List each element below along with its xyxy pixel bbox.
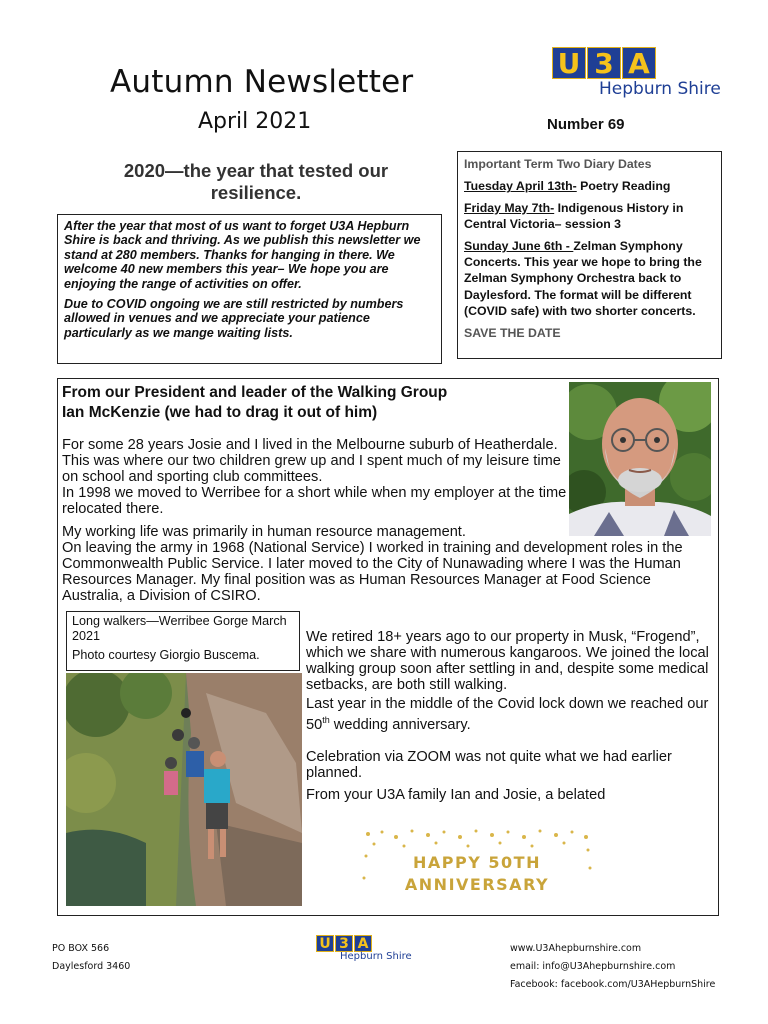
logo-subtitle: Hepburn Shire (340, 951, 412, 962)
footer-address-line-2: Daylesford 3460 (52, 961, 131, 972)
article-paragraph: In 1998 we moved to Werribee for a short while when my employer at the time relocated there. (62, 485, 567, 517)
intro-box (57, 214, 442, 364)
headline: 2020—the year that tested our resilience. (123, 160, 389, 203)
diary-item-date: Tuesday April 13th- (464, 179, 577, 194)
anniversary-text-b: wedding anniversary. (329, 716, 471, 733)
portrait-image (569, 382, 711, 536)
article-heading-line-1: From our President and leader of the Walking Group (62, 384, 448, 401)
footer-facebook-link[interactable]: Facebook: facebook.com/U3AHepburnShire (510, 979, 716, 990)
article-paragraph: My working life was primarily in human resource management. (62, 524, 466, 540)
article-paragraph: We retired 18+ years ago to our property in Musk, “Frogend”, which we share with numerous kangaroos. We joined the local walking group soon after settling in and, despite some medical setbacks, are both still walking. (306, 629, 709, 693)
article-paragraph: For some 28 years Josie and I lived in the Melbourne suburb of Heatherdale. This was where our two children grew up and I spent much of my leisure time on school and sporting club committees. (62, 437, 561, 485)
banner-line-1: HAPPY 50TH (413, 853, 541, 872)
article-paragraph: On leaving the army in 1968 (National Service) I worked in training and development roles in the Commonwealth Public Service. I later moved to the City of Nunawading where I was the Human Resources Manager. My final position was as Human Resources Manager at Food Science Australia, a Division of CSIRO. (62, 540, 683, 604)
president-article (57, 378, 719, 916)
diary-heading: Important Term Two Diary Dates (464, 157, 652, 171)
diary-item-text: Indigenous History in Central Victoria– session 3 (464, 200, 684, 232)
caption-line-2: Photo courtesy Giorgio Buscema. (72, 648, 260, 662)
issue-number: Number 69 (547, 116, 625, 133)
article-heading (62, 383, 532, 423)
logo-letter-u: U (552, 47, 586, 79)
anniversary-text-a: Last year in the middle of the Covid lock down we reached our 50 (306, 696, 709, 733)
diary-item-date: Friday May 7th- (464, 200, 555, 215)
footer-contacts (510, 940, 715, 994)
save-the-date: SAVE THE DATE (464, 325, 561, 340)
diary-dates-box (457, 151, 722, 359)
anniversary-superscript: th (322, 715, 330, 725)
footer-address (52, 940, 130, 976)
logo-letter-3: 3 (335, 935, 353, 952)
logo-letter-a: A (622, 47, 656, 79)
article-text-right (306, 629, 714, 806)
president-portrait (569, 382, 711, 536)
walkers-image (66, 673, 302, 906)
diary-item (464, 238, 715, 320)
banner-line-2: ANNIVERSARY (404, 875, 550, 894)
article-text-block-1 (62, 437, 567, 517)
footer-website-link[interactable]: www.U3Ahepburnshire.com (510, 943, 642, 954)
diary-item (464, 200, 715, 233)
diary-item (464, 178, 715, 194)
anniversary-graphic (360, 828, 594, 900)
photo-caption (66, 611, 300, 671)
article-paragraph: Celebration via ZOOM was not quite what we had earlier planned. (306, 748, 672, 781)
footer-address-line-1: PO BOX 566 (52, 943, 110, 954)
footer-email-link[interactable]: email: info@U3Ahepburnshire.com (510, 961, 676, 972)
caption-line-1: Long walkers—Werribee Gorge March 2021 (72, 614, 287, 643)
logo-letter-u: U (316, 935, 334, 952)
diary-item-text: Poetry Reading (576, 179, 671, 194)
footer-u3a-logo (316, 935, 412, 971)
article-paragraph (306, 696, 714, 733)
diary-item-date: Sunday June 6th - (464, 238, 574, 253)
newsletter-title: Autumn Newsletter (110, 64, 414, 100)
logo-letter-a: A (354, 935, 372, 952)
article-text-block-2 (62, 524, 712, 604)
logo-subtitle: Hepburn Shire (599, 79, 721, 99)
logo-letter-3: 3 (587, 47, 621, 79)
u3a-logo (552, 47, 722, 105)
walking-group-photo (66, 673, 302, 906)
diary-item-text: Zelman Symphony Concerts. This year we hope to bring the Zelman Symphony Orchestra back to Daylesford. The format will be different (COVID safe) with two shorter concerts. (464, 238, 702, 319)
intro-paragraph-1: After the year that most of us want to forget U3A Hepburn Shire is back and thriving. As we publish this newsletter we stand at 280 members. Thanks for hanging in there. We welcome 40 new members this year– We hope you are enjoying the range of activities on offer. (64, 219, 421, 291)
anniversary-banner (360, 828, 594, 900)
newsletter-date: April 2021 (198, 109, 312, 134)
article-paragraph: From your U3A family Ian and Josie, a belated (306, 786, 606, 803)
article-heading-line-2: Ian McKenzie (we had to drag it out of him) (62, 404, 378, 421)
intro-paragraph-2: Due to COVID ongoing we are still restricted by numbers allowed in venues and we appreciate your patience particularly as we mange waiting lists. (64, 297, 404, 340)
